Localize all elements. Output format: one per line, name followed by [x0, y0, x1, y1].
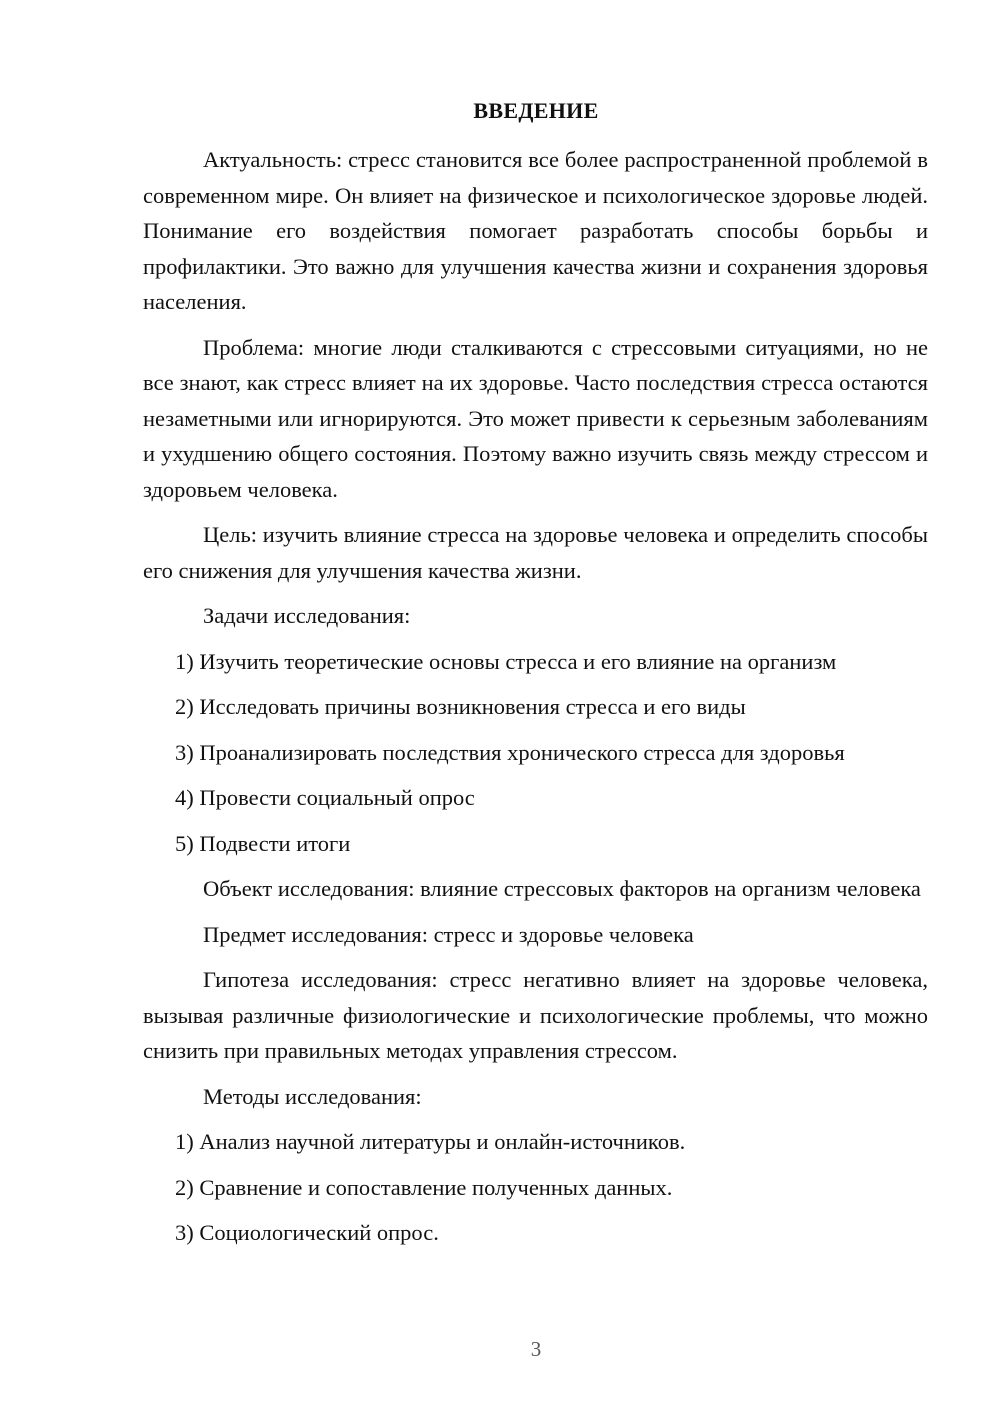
tasks-list [143, 644, 928, 862]
page-content [143, 142, 928, 1261]
task-item: 3) Проанализировать последствия хронического стресса для здоровья [175, 739, 845, 765]
method-item: 3) Социологический опрос. [175, 1220, 439, 1245]
task-item: 4) Провести социальный опрос [175, 785, 475, 810]
task-item: 1) Изучить теоретические основы стресса и его влияние на организм [175, 648, 837, 674]
page-number: 3 [530, 1337, 542, 1361]
tasks-label: Задачи исследования: [203, 603, 411, 628]
problem-paragraph: Проблема: многие люди сталкиваются с стрессовыми ситуациями, но не все знают, как стресс влияет на их здоровье. Часто последствия стресса остаются незаметными или игнорируются. Это может привести к серьезным заболеваниям и ухудшению общего состояния. Поэтому важно изучить связь между стрессом и здоровьем человека. [143, 334, 928, 502]
hypothesis-paragraph: Гипотеза исследования: стресс негативно влияет на здоровье человека, вызывая различные физиологические и психологические проблемы, что можно снизить при правильных методах управления стрессом. [143, 967, 928, 1063]
method-item: 1) Анализ научной литературы и онлайн-источников. [175, 1129, 686, 1154]
relevance-paragraph: Актуальность: стресс становится все более распространенной проблемой в современном мире. Он влияет на физическое и психологическое здоровье людей. Понимание его воздействия помогает разработать способы борьбы и профилактики. Это важно для улучшения качества жизни и сохранения здоровья населения. [143, 147, 928, 314]
goal-paragraph: Цель: изучить влияние стресса на здоровье человека и определить способы его снижения для улучшения качества жизни. [143, 522, 928, 583]
object-paragraph: Объект исследования: влияние стрессовых факторов на организм человека [203, 876, 921, 901]
subject-paragraph: Предмет исследования: стресс и здоровье человека [203, 921, 694, 947]
methods-label: Методы исследования: [203, 1083, 422, 1109]
task-item: 5) Подвести итоги [175, 830, 351, 856]
page-title: ВВЕДЕНИЕ [473, 98, 599, 123]
task-item: 2) Исследовать причины возникновения стресса и его виды [175, 694, 746, 719]
methods-list [143, 1124, 928, 1251]
method-item: 2) Сравнение и сопоставление полученных данных. [175, 1174, 673, 1200]
